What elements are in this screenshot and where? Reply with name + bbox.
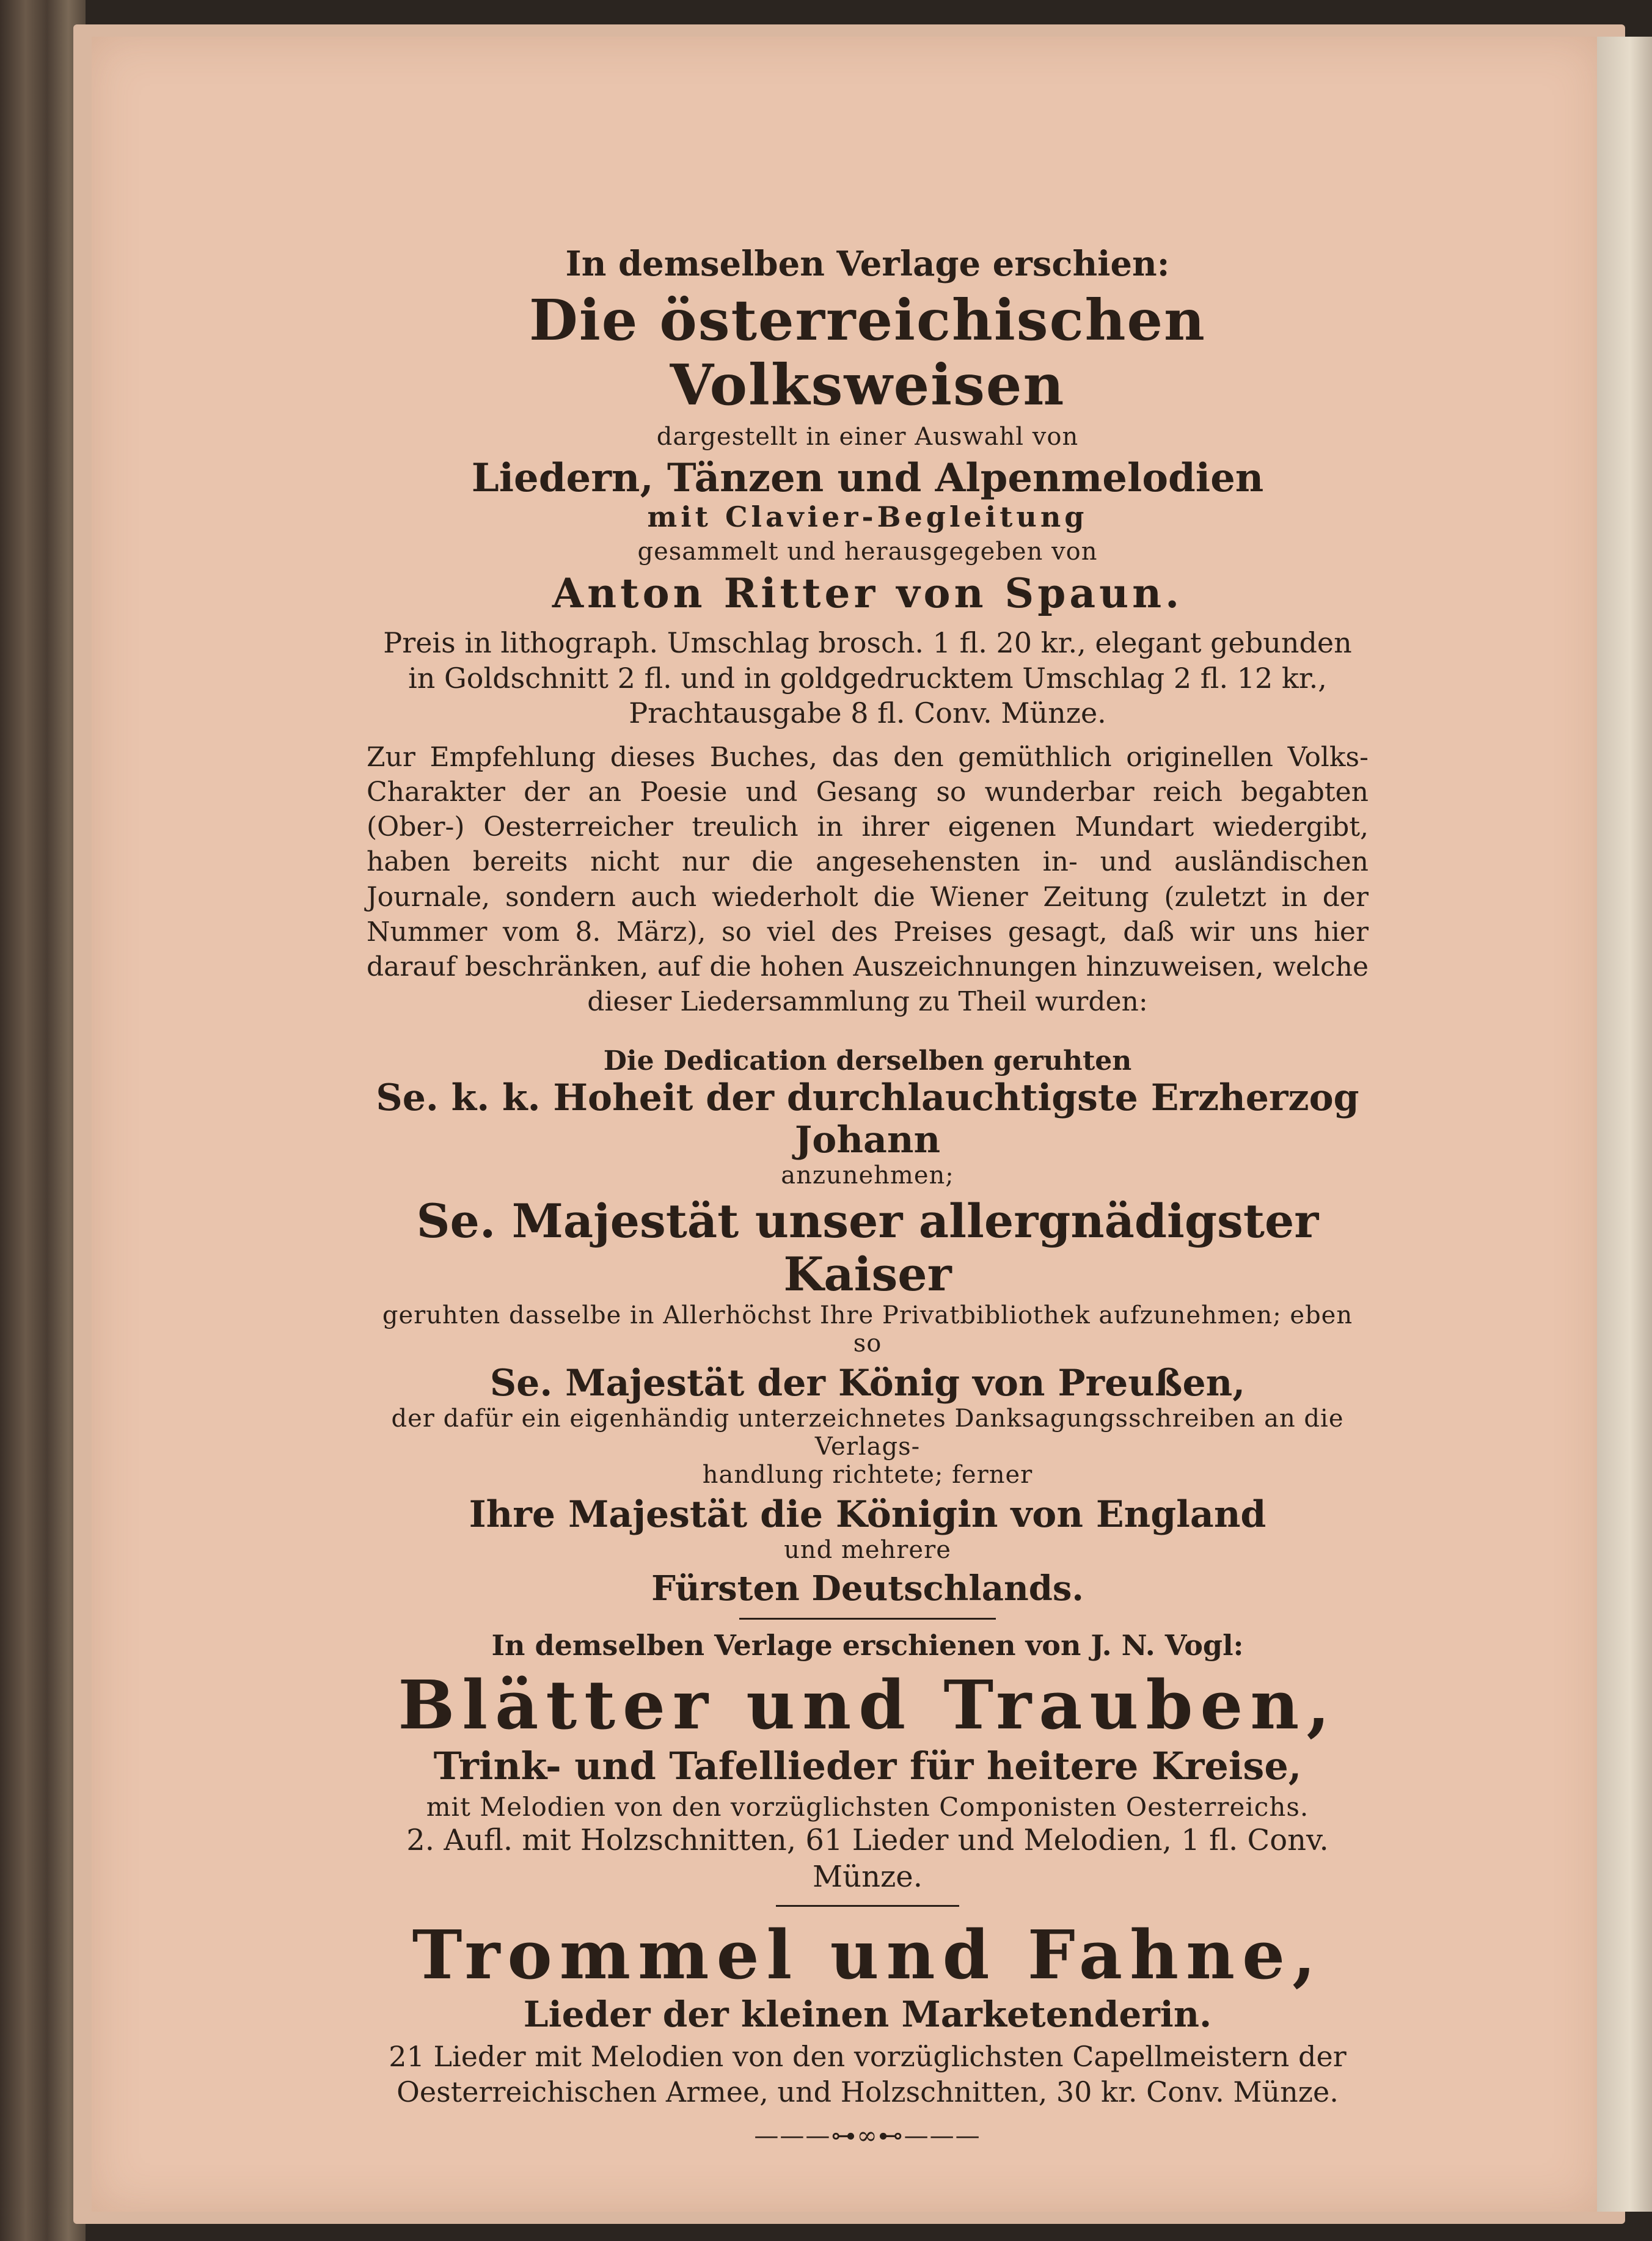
ad1-dedication-10: und mehrere (784, 1535, 951, 1564)
ad1-title: Die österreichischen Volksweisen (529, 287, 1206, 419)
ad2-subtitle-3: 2. Aufl. mit Holzschnitten, 61 Lieder und Melodien, 1 fl. Conv. Münze. (406, 1823, 1329, 1895)
ad3-subtitle-3: Oesterreichischen Armee, und Holzschnitten, 30 kr. Conv. Münze. (397, 2075, 1339, 2108)
ad1-author: Anton Ritter von Spaun. (552, 569, 1183, 618)
ad1-price-1: Preis in lithograph. Umschlag brosch. 1 fl. 20 kr., elegant gebunden (383, 626, 1352, 660)
ad1-accompaniment: mit Clavier-Begleitung (647, 500, 1088, 533)
ad1-paragraph: Zur Empfehlung dieses Buches, das den gemüthlich originellen Volks-Charakter der an Poesie und Gesang so wunderbar reich begabten (Ober-) Oesterreicher treulich in ihrer eigenen Mundart wiedergibt, haben bereits nicht nur die angesehensten in- und ausländischen Journale, sondern auch wiederholt die Wiener Zeitung (zuletzt in der Nummer vom 8. März), so viel des Preises gesagt, daß wir uns hier darauf beschränken, auf die hohen Auszeichnungen hinzuweisen, welche dieser Liedersammlung zu Theil wurden: (367, 741, 1369, 1018)
divider-1 (739, 1618, 996, 1620)
ad1-subtitle: dargestellt in einer Auswahl von (656, 422, 1079, 451)
book-binding (0, 0, 86, 2241)
ad3-subtitle-1: Lieder der kleinen Marketenderin. (523, 1993, 1212, 2035)
ad1-price-3: Prachtausgabe 8 fl. Conv. Münze. (629, 696, 1106, 730)
ad2-intro: In demselben Verlage erschienen von J. N. Vogl: (491, 1629, 1244, 1662)
ad1-dedication-5: geruhten dasselbe in Allerhöchst Ihre Privatbibliothek aufzunehmen; eben so (382, 1301, 1353, 1358)
ad2-subtitle-2: mit Melodien von den vorzüglichsten Componisten Oesterreichs. (426, 1791, 1309, 1822)
ornament: ———⊶∞⊷——— (754, 2122, 981, 2151)
ad1-dedication-11: Fürsten Deutschlands. (651, 1568, 1084, 1609)
ad1-dedication-3: anzunehmen; (781, 1161, 954, 1190)
ad1-price-2: in Goldschnitt 2 fl. und in goldgedrucktem Umschlag 2 fl. 12 kr., (408, 661, 1327, 695)
ad1-genres: Liedern, Tänzen und Alpenmelodien (471, 455, 1264, 501)
ad1-dedication-6: Se. Majestät der König von Preußen, (489, 1361, 1246, 1405)
facing-page-edge (1597, 37, 1652, 2212)
ad1-dedication-7: der dafür ein eigenhändig unterzeichnetes Danksagungsschreiben an die Verlags- (391, 1404, 1344, 1461)
ad1-dedication-4: Se. Majestät unser allergnädigster Kaiser (416, 1193, 1319, 1302)
divider-2 (776, 1905, 959, 1907)
ad3-subtitle-2: 21 Lieder mit Melodien von den vorzüglichsten Capellmeistern der (389, 2040, 1347, 2074)
ad1-intro: In demselben Verlage erschien: (565, 244, 1170, 284)
ad1-dedication-9: Ihre Majestät die Königin von England (469, 1493, 1266, 1536)
ad1-dedication-2: Se. k. k. Hoheit der durchlauchtigste Erzherzog Johann (376, 1076, 1359, 1161)
ad2-subtitle-1: Trink- und Tafellieder für heitere Kreise, (433, 1743, 1302, 1788)
ad3-title: Trommel und Fahne, (412, 1915, 1323, 1995)
ad2-title: Blätter und Trauben, (398, 1665, 1337, 1745)
ad1-dedication-1: Die Dedication derselben geruhten (603, 1045, 1132, 1077)
advertisement-content (367, 244, 1369, 2150)
ad1-dedication-8: handlung richtete; ferner (702, 1460, 1033, 1489)
ad1-collected-by: gesammelt und herausgegeben von (637, 538, 1098, 566)
